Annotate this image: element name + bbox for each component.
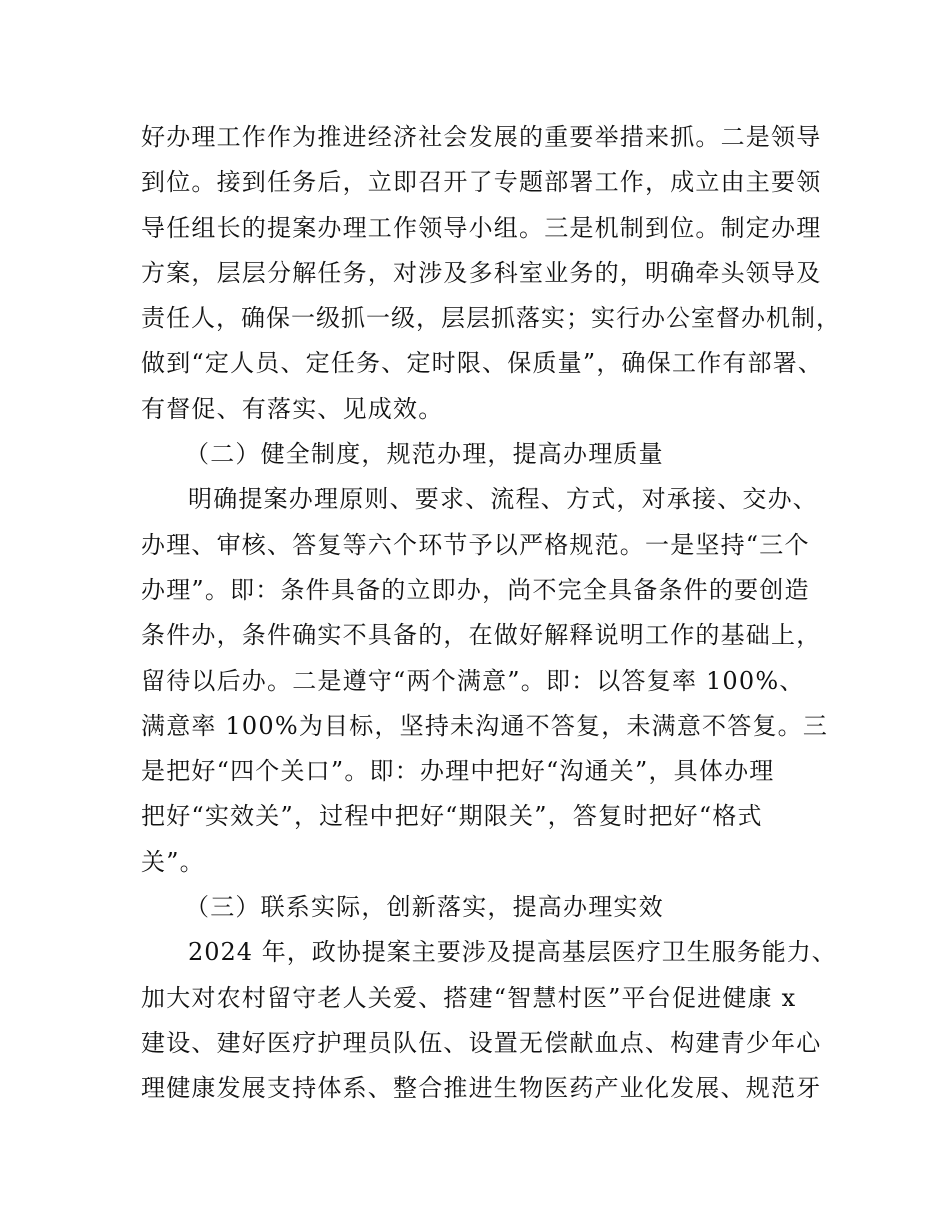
section-heading-3: （三）联系实际，创新落实，提高办理实效	[185, 893, 664, 922]
paragraph-first-line: 2024 年，政协提案主要涉及提高基层医疗卫生服务能力、	[188, 938, 837, 967]
section-heading-2: （二）健全制度，规范办理，提高办理质量	[185, 440, 664, 469]
body-line: 到位。接到任务后，立即召开了专题部署工作，成立由主要领	[141, 168, 822, 197]
body-line: 留待以后办。二是遵守“两个满意”。即：以答复率 100%、	[141, 666, 805, 695]
body-line: 办理”。即：条件具备的立即办，尚不完全具备条件的要创造	[141, 575, 810, 604]
body-line: 有督促、有落实、见成效。	[141, 394, 444, 423]
body-line: 是把好“四个关口”。即：办理中把好“沟通关”，具体办理	[141, 757, 775, 786]
body-line: 方案，层层分解任务，对涉及多科室业务的，明确牵头领导及	[141, 258, 822, 287]
paragraph-first-line: 明确提案办理原则、要求、流程、方式，对承接、交办、	[188, 485, 818, 514]
body-line: 把好“实效关”，过程中把好“期限关”，答复时把好“格式	[141, 802, 763, 831]
body-line: 办理、审核、答复等六个环节予以严格规范。一是坚持“三个	[141, 530, 810, 559]
body-line: 好办理工作作为推进经济社会发展的重要举措来抓。二是领导	[141, 123, 822, 151]
document-body	[141, 115, 841, 1112]
body-line: 责任人，确保一级抓一级，层层抓落实；实行办公室督办机制，	[141, 304, 841, 333]
body-line: 关”。	[141, 847, 205, 876]
body-line: 做到“定人员、定任务、定时限、保质量”，确保工作有部署、	[141, 349, 824, 378]
body-line: 理健康发展支持体系、整合推进生物医药产业化发展、规范牙	[141, 1074, 822, 1103]
body-line: 导任组长的提案办理工作领导小组。三是机制到位。制定办理	[141, 213, 822, 242]
body-line: 条件办，条件确实不具备的，在做好解释说明工作的基础上，	[141, 621, 822, 650]
body-line: 满意率 100%为目标，坚持未沟通不答复，未满意不答复。三	[141, 711, 829, 740]
body-line: 建设、建好医疗护理员队伍、设置无偿献血点、构建青少年心	[141, 1028, 822, 1057]
body-line: 加大对农村留守老人关爱、搭建“智慧村医”平台促进健康 x	[141, 983, 797, 1012]
